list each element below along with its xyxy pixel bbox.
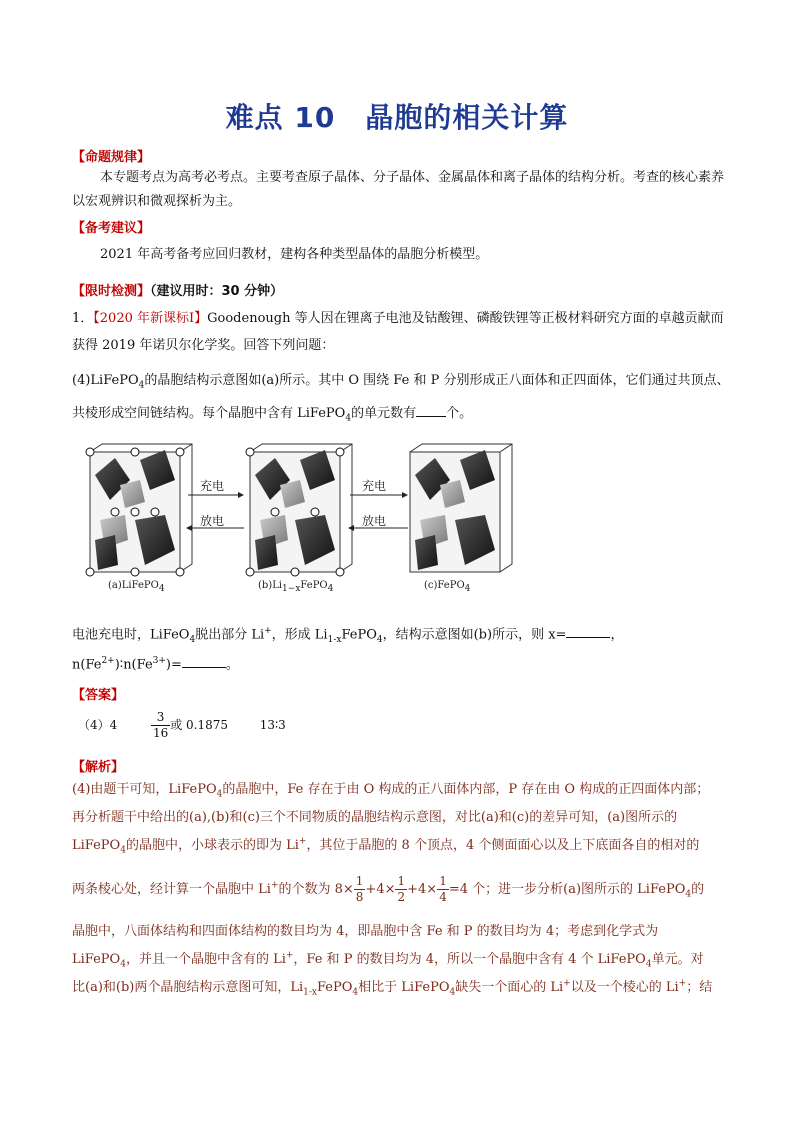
question-charge: 电池充电时，LiFeO$_4$脱出部分 Li+，形成 $Li_{1-x}FePO_4$，结构示意图如(b)所示，则 x= ，	[72, 626, 624, 645]
page-title	[0, 96, 794, 136]
suggested-time: （建议用时：30 分钟）	[150, 284, 284, 299]
question-intro: 1．【2020 年新课标Ⅰ】Goodenough 等人因在锂离子电池及钴酸锂、磷酸铁锂等正极材料研究方面的卓越贡献而获得 2019 年诺贝尔化学奖。回答下列问题：	[72, 311, 724, 353]
section-rule-text: 本专题考点为高考必考点。主要考查原子晶体、分子晶体、金属晶体和离子晶体的结构分析。考查的核心素养以宏观辨识和微观探析为主。	[72, 170, 725, 209]
answer-line: （4）4 $\frac{3}{16}$ 或 0.1875 13∶3	[78, 710, 286, 740]
explain-label: 【解析】	[72, 760, 125, 775]
explain-line-1: (4)由题干可知，LiFePO$_4$的晶胞中，Fe 存在于由 O 构成的正八面体内部，P 存在由 O 构成的正四面体内部；	[72, 782, 710, 800]
answer-fraction: $\frac{3}{16}$	[152, 710, 169, 740]
caption-b: $(b)Li_{1-x}FePO_4$	[258, 580, 334, 594]
explain-line-2: 再分析题干中给出的(a),(b)和(c)三个不同物质的晶胞结构示意图，对比(a)和(c)的差异可知，(a)图所示的	[72, 810, 678, 825]
answer-blank-ratio[interactable]	[182, 654, 226, 668]
answer-blank-x[interactable]	[566, 624, 610, 638]
title-number: 难点 10	[225, 101, 336, 134]
cell-c	[410, 444, 512, 572]
cell-a	[86, 444, 192, 576]
explain-line-3: LiFePO$_4$的晶胞中，小球表示的即为 Li+，其位于晶胞的 8 个顶点，4 个侧面面心以及上下底面各自的相对的	[72, 836, 700, 856]
arrow-label-charge-1: 充电	[200, 479, 225, 493]
explain-line-7: 比(a)和(b)两个晶胞结构示意图可知，$Li_{1-x}FePO_4$相比于 LiFePO$_4$缺失一个面心的 Li+以及一个棱心的 Li+；结	[72, 978, 713, 998]
answer-label: 【答案】	[72, 688, 125, 703]
answer-blank-units[interactable]	[416, 403, 446, 417]
question-ratio: $n(Fe^{2+})∶n(Fe^{3+})=$ 。	[72, 656, 239, 673]
caption-c: (c)FePO$_4$	[424, 580, 471, 594]
question-part4: (4)LiFePO$_4$的晶胞结构示意图如(a)所示。其中 O 围绕 Fe 和 P 分别形成正八面体和正四面体，它们通过共顶点、共棱形成空间链结构。每个晶胞中含有 LiFePO$_4$的单元数有 个。	[72, 373, 730, 424]
explain-line-4: 两条棱心处，经计算一个晶胞中 Li+的个数为 8× $\frac{1}{8}$ +4× $\frac{1}{2}$ +4× $\frac{1}{4}$ =4 个；进一步分析(a)图所示的 LiFePO$_4$的	[72, 874, 705, 904]
arrow-label-charge-2: 充电	[362, 479, 387, 493]
title-topic: 晶胞的相关计算	[365, 101, 569, 134]
caption-a: (a)LiFePO$_4$	[108, 580, 165, 594]
section-test-label: 【限时检测】（建议用时：30 分钟）	[72, 284, 284, 299]
section-rule-label: 【命题规律】	[72, 150, 151, 165]
explain-line-5: 晶胞中，八面体结构和四面体结构的数目均为 4，即晶胞中含 Fe 和 P 的数目均为 4；考虑到化学式为	[72, 924, 659, 939]
explain-line-6: LiFePO$_4$，并且一个晶胞中含有的 Li+，Fe 和 P 的数目均为 4，所以一个晶胞中含有 4 个 LiFePO$_4$单元。对	[72, 950, 704, 970]
explanation-body	[72, 778, 736, 1078]
arrow-label-discharge-2: 放电	[362, 514, 387, 528]
section-suggest-label: 【备考建议】	[72, 221, 151, 236]
arrow-label-discharge-1: 放电	[200, 514, 225, 528]
cell-b	[246, 444, 352, 576]
section-suggest-text: 2021 年高考备考应回归教材，建构各种类型晶体的晶胞分析模型。	[100, 247, 489, 262]
question-source: 【2020 年新课标Ⅰ】	[93, 311, 208, 326]
